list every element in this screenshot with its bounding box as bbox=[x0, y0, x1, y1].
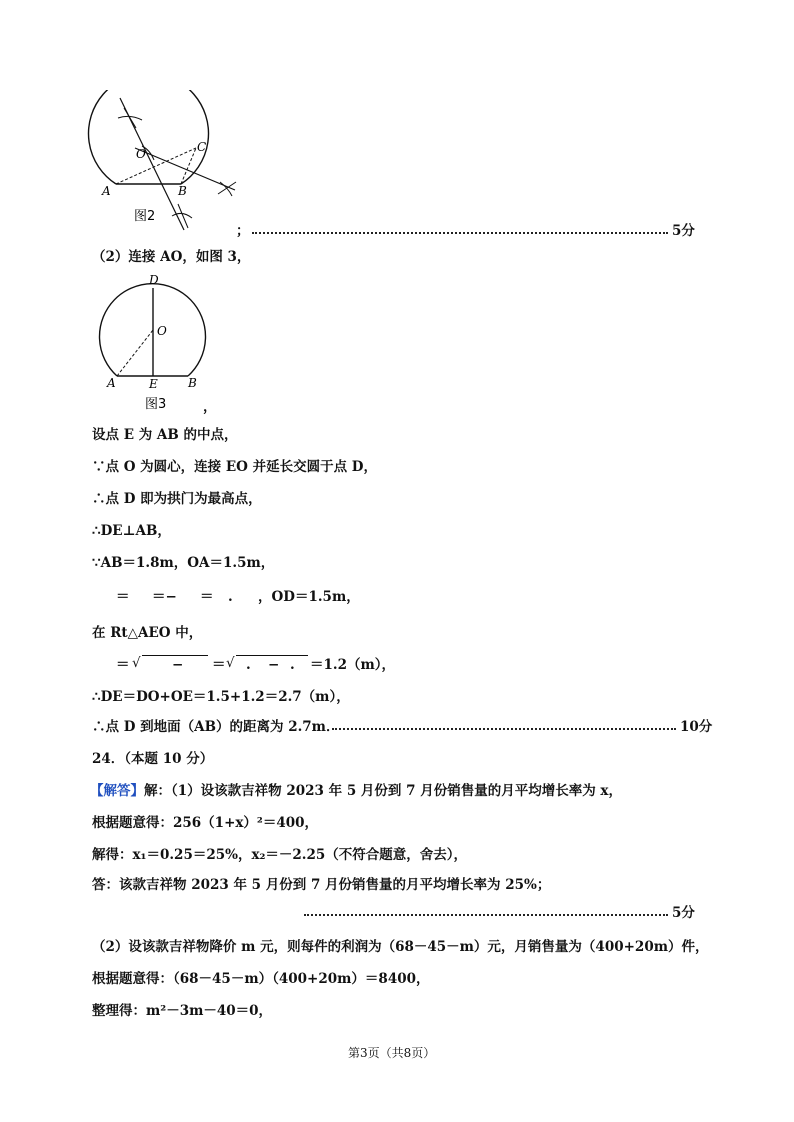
l8-sqrt1: √ bbox=[132, 655, 141, 671]
line-rt-triangle: 在 Rt△AEO 中， bbox=[92, 625, 203, 641]
q24-equation: 根据题意得：256（1+x）²＝400， bbox=[92, 815, 319, 831]
line-center: ∵点 O 为圆心，连接 EO 并延长交圆于点 D， bbox=[92, 459, 378, 475]
q24-answer-1: 答：该款吉祥物 2023 年 5 月份到 7 月份销售量的月平均增长率为 25%； bbox=[92, 877, 551, 893]
score-10: 10分 bbox=[680, 719, 713, 735]
label-O3: O bbox=[157, 324, 167, 338]
l8-minus2: − bbox=[268, 657, 280, 673]
score-leader-dots bbox=[252, 232, 668, 234]
l6-od: ，OD＝1.5m， bbox=[258, 589, 360, 605]
score-leader-dots bbox=[304, 914, 668, 916]
l6-dot: . bbox=[228, 589, 233, 605]
score-5-a: 5分 bbox=[672, 223, 695, 239]
l8-minus1: − bbox=[172, 657, 184, 673]
line-highest: ∴点 D 即为拱门为最高点， bbox=[92, 491, 262, 507]
l6-eq2: ＝− bbox=[152, 589, 177, 605]
label-O: O bbox=[136, 147, 146, 161]
l8-dot2: . bbox=[290, 657, 295, 673]
line-de: ∴DE＝DO+OE＝1.5+1.2＝2.7（m）， bbox=[92, 689, 350, 705]
l8-eq2: ＝ bbox=[212, 657, 226, 673]
figure-2-diagram bbox=[80, 90, 250, 240]
label-D: D bbox=[149, 273, 159, 287]
line-distance: ∴点 D 到地面（AB）的距离为 2.7m． bbox=[92, 719, 340, 735]
l8-sqrt2: √ bbox=[226, 655, 235, 671]
q24-simplify: 整理得：m²－3m－40＝0， bbox=[92, 1003, 273, 1019]
q24-s1: 解：（1）设该款吉祥物 2023 年 5 月份到 7 月份销售量的月平均增长率为 x， bbox=[144, 783, 622, 799]
answer-tag: 【解答】 bbox=[90, 783, 144, 799]
page-footer: 第3页（共8页） bbox=[348, 1046, 436, 1060]
label-B: B bbox=[178, 184, 187, 198]
figure-2-caption: 图2 bbox=[134, 209, 156, 224]
label-A3: A bbox=[107, 376, 116, 390]
figure-3-caption: 图3 bbox=[145, 397, 167, 412]
q24-solution-line-1 bbox=[90, 782, 622, 800]
q24-solve: 解得：x₁＝0.25＝25%，x₂＝－2.25（不符合题意，舍去）， bbox=[92, 847, 468, 863]
q24-heading: 24．（本题 10 分） bbox=[92, 751, 214, 767]
figure-3-comma: ， bbox=[203, 399, 217, 415]
q24-part2: （2）设该款吉祥物降价 m 元，则每件的利润为（68－45－m）元，月销售量为（400+20m）件， bbox=[92, 939, 709, 955]
score-5-b: 5分 bbox=[672, 905, 695, 921]
l6-eq3: ＝ bbox=[200, 589, 214, 605]
label-B3: B bbox=[188, 376, 197, 390]
label-C: C bbox=[197, 140, 207, 154]
line-given: ∵AB＝1.8m，OA＝1.5m， bbox=[92, 555, 275, 571]
l8-eq1: ＝ bbox=[116, 657, 130, 673]
part2-intro: （2）连接 AO，如图 3， bbox=[92, 249, 251, 265]
label-A: A bbox=[102, 184, 111, 198]
line-midpoint: 设点 E 为 AB 的中点， bbox=[92, 427, 238, 443]
l8-result: ＝1.2（m）， bbox=[310, 657, 396, 673]
score-leader-dots bbox=[332, 728, 676, 730]
q24-equation-2: 根据题意得：（68－45－m）（400+20m）＝8400， bbox=[92, 971, 430, 987]
l8-dot1: . bbox=[246, 657, 251, 673]
figure-2-semicolon: ； bbox=[236, 223, 250, 239]
line-perpendicular: ∴DE⊥AB， bbox=[92, 523, 171, 539]
l6-eq1: ＝ bbox=[116, 589, 130, 605]
label-E: E bbox=[149, 377, 158, 391]
